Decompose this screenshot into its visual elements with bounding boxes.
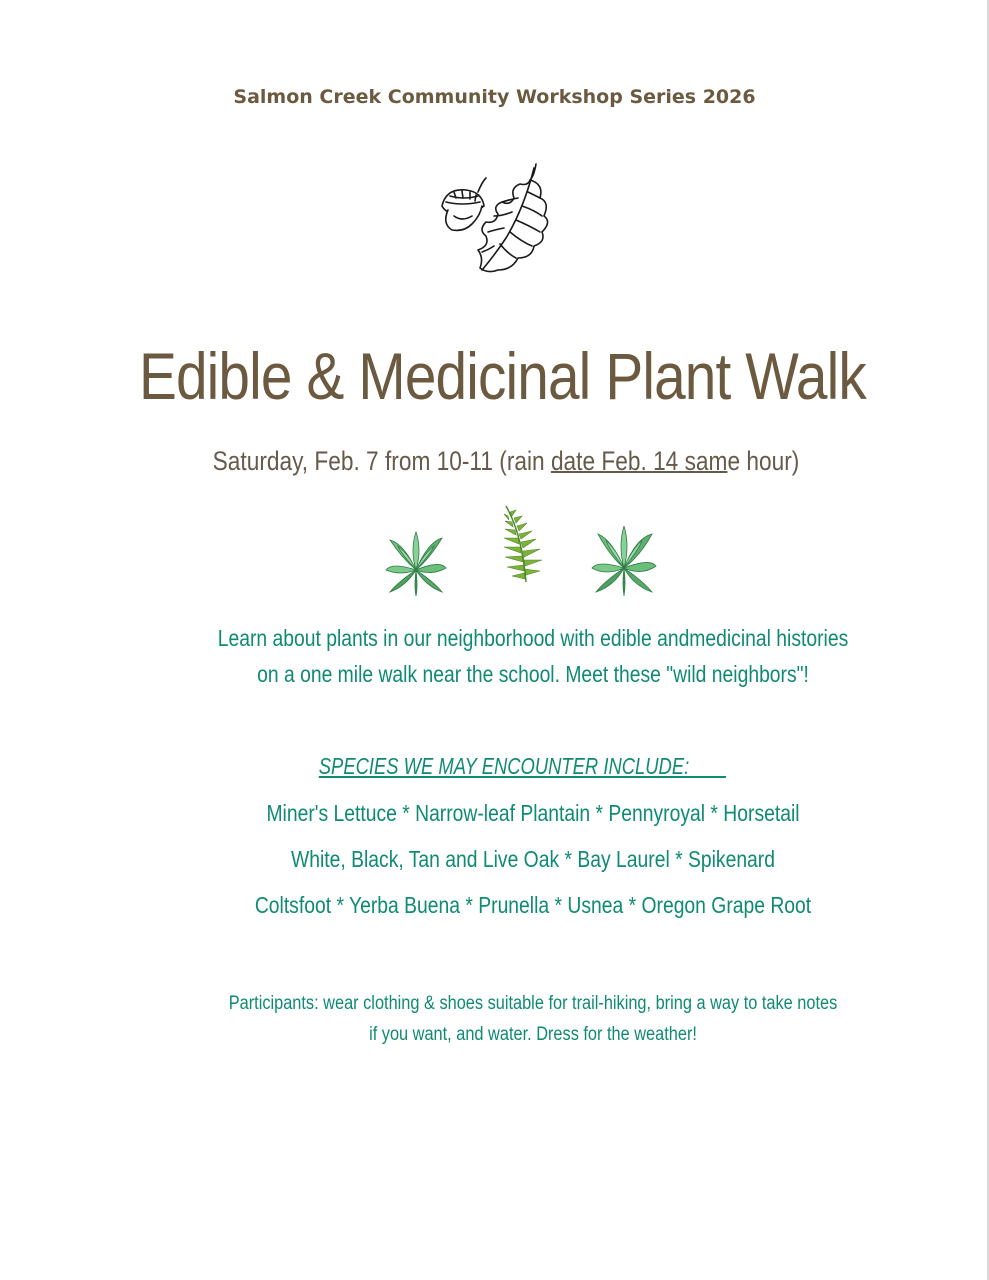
date-text-end: e hour) [727,446,800,476]
date-text-start: Saturday, Feb. 7 from 10-11 (rain [212,446,551,476]
species-line-1: Miner's Lettuce * Narrow-leaf Plantain * Pennyroyal * Horsetail [266,800,800,826]
succulent-icon [590,526,658,596]
walk-description [85,620,980,692]
event-date [81,446,931,477]
description-line-2: on a one mile walk near the school. Meet these "wild neighbors"! [257,661,809,687]
fern-icon [492,504,552,584]
series-title: Salmon Creek Community Workshop Series 2026 [233,86,756,108]
succulent-icon [384,530,448,596]
species-heading: SPECIES WE MAY ENCOUNTER INCLUDE: [318,753,727,779]
participant-notes [75,988,989,1050]
acorn-and-oak-leaf-icon [432,158,556,280]
description-line-1: Learn about plants in our neighborhood with edible andmedicinal histories [217,625,849,651]
notes-line-2: if you want, and water. Dress for the weather! [369,1024,697,1045]
species-line-2: White, Black, Tan and Live Oak * Bay Laurel * Spikenard [291,846,775,872]
notes-line-1: Participants: wear clothing & shoes suitable for trail-hiking, bring a way to take notes [228,993,838,1014]
species-line-3: Coltsfoot * Yerba Buena * Prunella * Usnea * Oregon Grape Root [254,892,812,918]
rain-date-underlined: date Feb. 14 sam [550,446,728,476]
event-title: Edible & Medicinal Plant Walk [138,339,866,413]
